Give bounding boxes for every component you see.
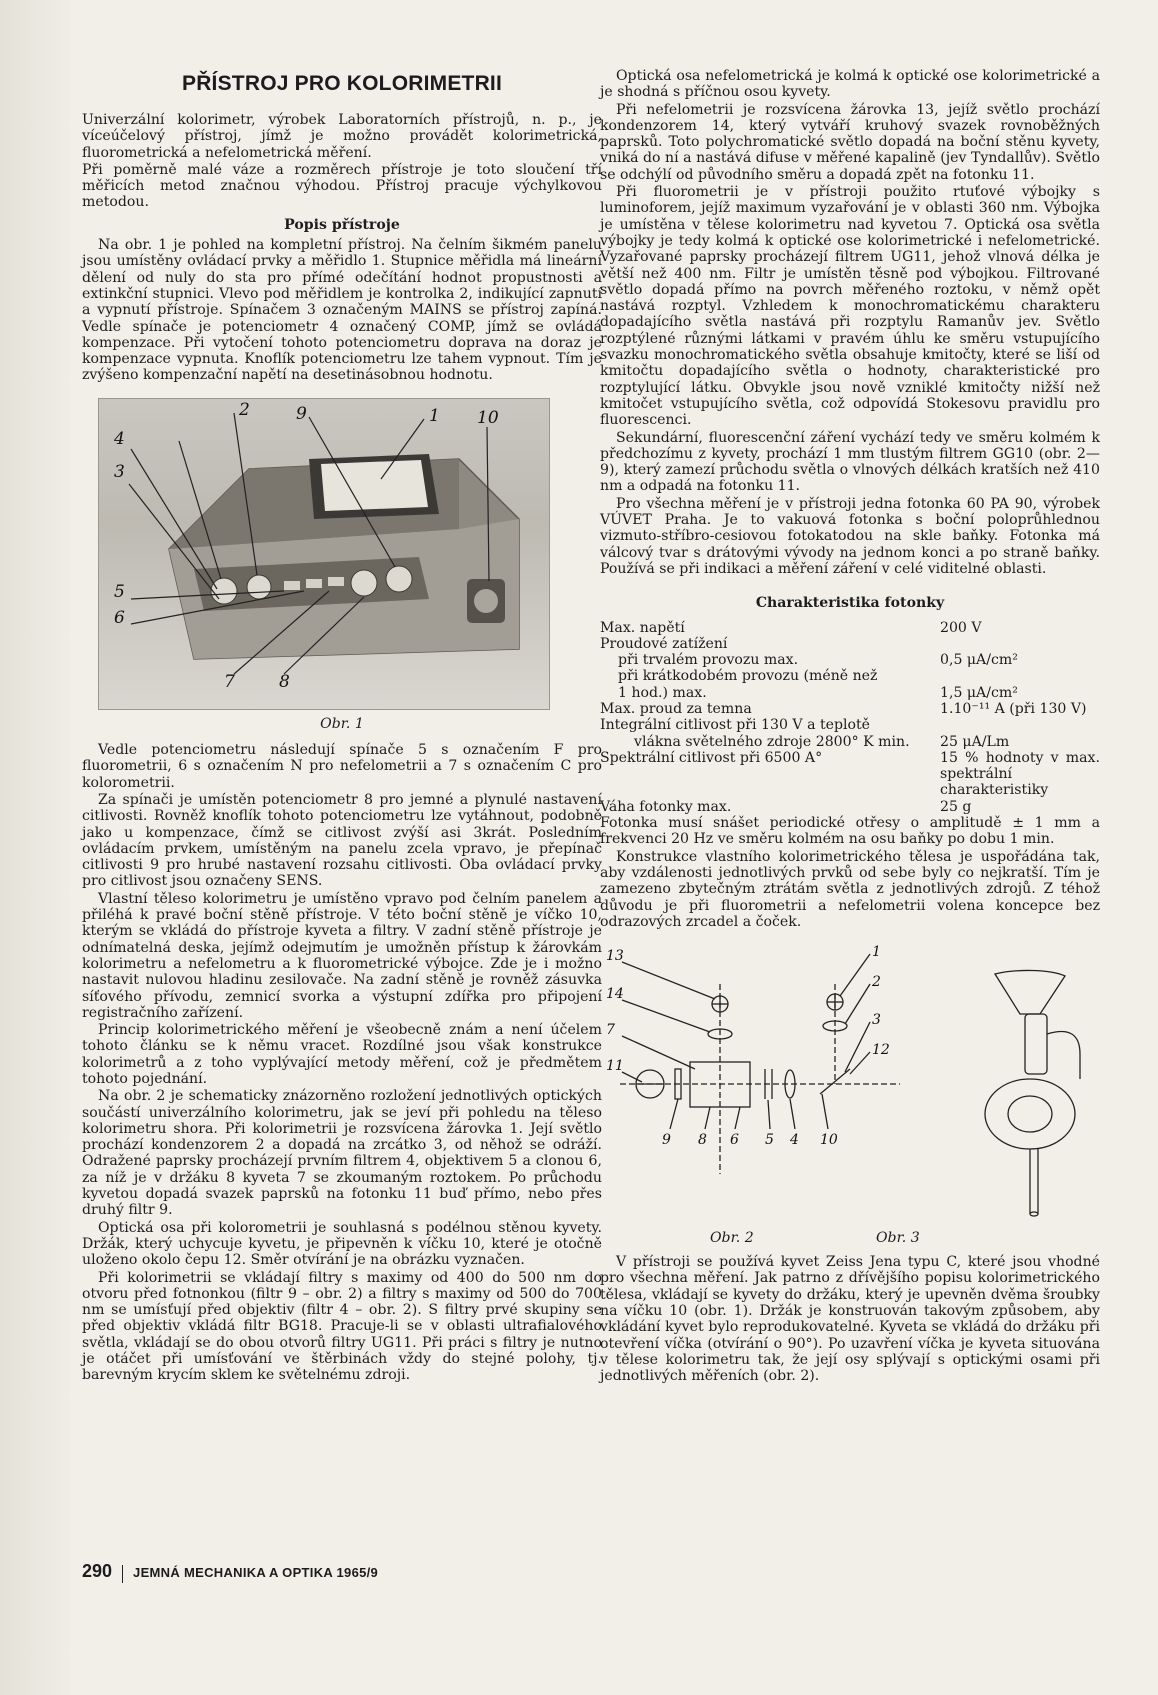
body-paragraph: Optická osa při kolorometrii je souhlasná s podélnou stěnou kyvety. Držák, který uchycuje kyvetu, je připevněn k víčku 10, které je otočně uloženo okolo čepu 12. Směr otvírání je na obrázku vyznačen. (82, 1219, 602, 1269)
intro-paragraph: Při poměrně malé váze a rozměrech přístroje je toto sloučení tří měřicích metod značnou výhodou. Přístroj pracuje výchylkovou metodou. (82, 161, 602, 211)
fig1-label: 10 (477, 407, 499, 428)
photocell-spec-table (600, 620, 1100, 816)
body-paragraph: Optická osa nefelometrická je kolmá k optické ose kolorimetrické a je shodná s příčnou osou kyvety. (600, 68, 1100, 101)
body-paragraph: V přístroji se používá kyvet Zeiss Jena typu C, které jsou vhodné pro všechna měření. Jak patrno z dřívějšího popisu kolorimetrického tělesa, vkládají se kyvety do držáku, který je upevněn dvěma šroubky na víčku 10 (obr. 1). Držák je konstruován takovým způsobem, aby vkládání kyvet bylo reprodukovatelné. Kyveta se vkládá do držáku při otevření víčka (otvírání o 90°). Po uzavření víčka je kyveta situována v tělese kolorimetru tak, že její osy splývají s optickými osami při jednotlivých měřeních (obr. 2). (600, 1254, 1100, 1385)
spec-row (600, 685, 1100, 701)
page-edge-shadow (0, 0, 70, 1695)
spec-value (940, 668, 1100, 684)
spec-row (600, 668, 1100, 684)
body-paragraph: Sekundární, fluorescenční záření vychází tedy ve směru kolmém k předchozímu z kyvety, prochází 1 mm tlustým filtrem GG10 (obr. 2—9), který zamezí průchodu světla o vlnových délkách kratších než 410 nm a odpadá na fotonku 11. (600, 429, 1100, 495)
figures-2-3 (600, 944, 1100, 1254)
page-number: 290 (82, 1561, 113, 1581)
body-paragraph: Konstrukce vlastního kolorimetrického tělesa je uspořádána tak, aby vzdálenosti jednotlivých prvků od sebe byly co nejkratší. Tím je zamezeno zbytečným ztrátám světla z jednotlivých zdrojů. Z téhož důvodu je při fluorometrii a nefelometrii volena koncepce bez odrazových zrcadel a čoček. (600, 848, 1100, 930)
page-footer (82, 1561, 378, 1583)
spec-row (600, 701, 1100, 717)
spec-label: Váha fotonky max. (600, 798, 732, 815)
spec-row (600, 717, 1100, 733)
body-paragraph: Vlastní těleso kolorimetru je umístěno vpravo pod čelním panelem a přiléhá k pravé boční stěně přístroje. V této boční stěně je víčko 10, kterým se vkládá do přístroje kyveta a filtry. V zadní stěně přístroje je odnímatelná deska, jejímž odejmutím je umožněn přístup k žárovkám kolorimetru a nefelometru a k fluorometrické výbojce. Zde je i možno nastavit nulovou hladinu zesilovače. Na zadní stěně je rovněž zásuvka síťového přívodu, zemnicí svorka a výstupní zdířka pro připojení registračního zařízení. (82, 890, 602, 1021)
figure-1-caption: Obr. 1 (320, 715, 364, 732)
fig2-label: 10 (820, 1132, 838, 1149)
journal-name: JEMNÁ MECHANIKA A OPTIKA 1965/9 (133, 1565, 379, 1580)
spec-table-title: Charakteristika fotonky (755, 595, 945, 612)
body-paragraph: Při kolorimetrii se vkládají filtry s maximy od 400 do 500 nm do otvoru před fotnonkou (filtr 9 – obr. 2) a filtry s maximy od 500 do 700 nm se umísťují před objektiv (filtr 4 – obr. 2). S filtry prvé skupiny se před objektiv vkládá filtr BG18. Pracuje-li se v oblasti ultrafialového světla, vkládají se do obou otvorů filtry UG11. Při práci s filtry je nutno je otáčet při umísťování ve štěrbinách vždy do stejné polohy, tj. barevným krycím sklem ke světelnému zdroji. (82, 1269, 602, 1384)
optical-schematic-and-photocell-drawing (600, 944, 1100, 1229)
spec-row (600, 734, 1100, 750)
body-paragraph: Při fluorometrii je v přístroji použito rtuťové výbojky s luminoforem, jejíž maximum vyzařování je v oblasti 360 nm. Výbojka je umístěna v tělese kolorimetru nad kyvetou 7. Optická osa světla výbojky je tedy kolmá k optické ose kolorimetrické i nefelometrické. Vyzařované paprsky procházejí filtrem UG11, jehož vlnová délka je větší než 400 nm. Filtr je umístěn těsně pod výbojkou. Filtrované světlo dopadá přímo na povrch měřeného roztoku, v němž opět nastává rozptyl. Vzhledem k monochromatickému charakteru dopadajícího světla nastává při rozptylu Ramanův jev. Světlo rozptýlené různými látkami v pravém úhlu ke směru vstupujícího svazku monochromatického světla obsahuje kmitočty, které se liší od kmitočtu dopadajícího světla o hodnoty, charakteristické pro rozptylující látku. Obvykle jsou nově vzniklé kmitočty nižší než kmitočet vstupujícího světla, což odpovídá Stokesovu pravidlu pro fluorescenci. (600, 184, 1100, 429)
fig1-label: 5 (114, 581, 125, 602)
spec-value (940, 636, 1100, 652)
fig2-label: 14 (606, 986, 624, 1003)
spec-value: 1,5 μA/cm² (940, 684, 1018, 701)
spec-value: 0,5 μA/cm² (940, 652, 1018, 669)
fig2-label: 9 (662, 1132, 671, 1149)
spec-label: Max. napětí (600, 619, 685, 636)
figure-2-caption: Obr. 2 (710, 1230, 754, 1247)
spec-value: 25 μA/Lm (940, 733, 1010, 750)
spec-row (600, 799, 1100, 815)
fig2-label: 1 (872, 944, 881, 961)
spec-label: vlákna světelného zdroje 2800° K min. (634, 733, 910, 750)
fig2-label: 5 (765, 1132, 774, 1149)
fig2-label: 11 (606, 1058, 624, 1075)
body-paragraph: Na obr. 1 je pohled na kompletní přístroj. Na čelním šikmém panelu jsou umístěny ovládací prvky a měřidlo 1. Stupnice měřidla má lineární dělení od nuly do sta pro přímé odečítání hodnot propustnosti a extinkční stupnici. Vlevo pod měřidlem je kontrolka 2, indikující zapnutí a vypnutí přístroje. Spínačem 3 označeným MAINS se přístroj zapíná. Vedle spínače je potenciometr 4 označený COMP, jímž se ovládá kompenzace. Při vytočení tohoto potenciometru doprava na doraz je kompenzace vypnuta. Knoflík potenciometru lze tahem vypnout. Tím je zvýšeno kompenzační napětí na desetinásobnou hodnotu. (82, 237, 602, 384)
colorimeter-photo-illustration (99, 399, 549, 709)
body-paragraph: Princip kolorimetrického měření je všeobecně znám a není účelem tohoto článku se k němu vracet. Rozdílné jsou však konstrukce kolorimetrů a z toho vyplývající metody měření, což je předmětem tohoto pojednání. (82, 1022, 602, 1087)
fig1-label: 7 (224, 671, 235, 692)
footer-divider (122, 1565, 123, 1583)
intro-paragraph: Univerzální kolorimetr, výrobek Laboratorních přístrojů, n. p., je víceúčelový přístroj, jímž je možno provádět kolorimetrická, fluorometrická a nefelometrická měření. (82, 112, 602, 161)
spec-row (600, 620, 1100, 636)
spec-label: při krátkodobém provozu (méně než (618, 668, 878, 685)
spec-value: 1.10⁻¹¹ A (při 130 V) (940, 700, 1087, 717)
spec-label: Proudové zatížení (600, 635, 728, 652)
spec-value: 25 g (940, 798, 972, 815)
fig2-label: 4 (790, 1132, 799, 1149)
fig2-label: 8 (698, 1132, 707, 1149)
body-paragraph: Při nefelometrii je rozsvícena žárovka 13, jejíž světlo prochází kondenzorem 14, který vytváří kruhový svazek rovnoběžných paprsků. Toto polychromatické světlo dopadá na boční stěnu kyvety, vniká do ní a nastává difuse v měřené kapalině (jev Tyndallův). Světlo se odchýlí od původního směru a dopadá zpět na fotonku 11. (600, 101, 1100, 183)
fig1-label: 6 (114, 607, 125, 628)
fig2-label: 3 (872, 1012, 881, 1029)
left-column (82, 68, 602, 1385)
body-paragraph: Fotonka musí snášet periodické otřesy o amplitudě ± 1 mm a frekvenci 20 Hz ve směru kolmém na osu baňky po dobu 1 min. (600, 815, 1100, 848)
spec-label: Spektrální citlivost při 6500 A° (600, 749, 823, 766)
fig1-label: 2 (239, 399, 250, 420)
figure-3-caption: Obr. 3 (876, 1230, 920, 1247)
spec-value (940, 717, 1100, 733)
fig2-label: 13 (606, 948, 624, 965)
right-column (600, 68, 1100, 1386)
spec-row (600, 750, 1100, 799)
spec-label: 1 hod.) max. (618, 684, 707, 701)
spec-label: Integrální citlivost při 130 V a teplotě (600, 717, 870, 734)
body-paragraph: Na obr. 2 je schematicky znázorněno rozložení jednotlivých optických součástí univerzálního kolorimetru, jak se jeví při pohledu na těleso kolorimetru shora. Při kolorimetrii je rozsvícena žárovka 1. Její světlo prochází kondenzorem 2 a dopadá na zrcátko 3, od něhož se odráží. Odražené paprsky procházejí prvním filtrem 4, objektivem 5 a clonou 6, za níž je v držáku 8 kyveta 7 se zkoumaným roztokem. Po průchodu kyvetou dopadá svazek paprsků na fotonku 11 buď přímo, nebo přes druhý filtr 9. (82, 1088, 602, 1219)
fig1-label: 9 (296, 403, 307, 424)
body-paragraph: Vedle potenciometru následují spínače 5 s označením F pro fluorometrii, 6 s označením N pro nefelometrii a 7 s označením C pro kolorometrii. (82, 742, 602, 791)
body-paragraph: Pro všechna měření je v přístroji jedna fotonka 60 PA 90, výrobek VÚVET Praha. Je to vakuová fotonka s boční poloprůhlednou vizmuto-stříbro-cesiovou fotokatodou na skle baňky. Fotonka má válcový tvar s drátovými vývody na jednom konci a po straně baňky. Používá se při indikaci a měření záření v celé viditelné oblasti. (600, 495, 1100, 577)
spec-value: 15 % hodnoty v max. spektrální charakteristiky (940, 749, 1100, 799)
fig2-label: 12 (872, 1042, 890, 1059)
spec-row (600, 652, 1100, 668)
fig1-label: 4 (114, 428, 125, 449)
fig2-label: 2 (872, 974, 881, 991)
figure-1-photo (98, 398, 550, 710)
section-heading: Popis přístroje (284, 216, 400, 233)
article-title: PŘÍSTROJ PRO KOLORIMETRII (181, 72, 503, 95)
fig1-label: 3 (114, 461, 125, 482)
fig2-label: 7 (606, 1022, 615, 1039)
spec-value: 200 V (940, 619, 982, 636)
fig1-label: 8 (279, 671, 290, 692)
fig2-label: 6 (730, 1132, 739, 1149)
spec-label: při trvalém provozu max. (618, 652, 799, 669)
spec-row (600, 636, 1100, 652)
body-paragraph: Za spínači je umístěn potenciometr 8 pro jemné a plynulé nastavení citlivosti. Rovněž knoflík tohoto potenciometru lze vytáhnout, podobně jako u kompenzace, čímž se citlivost zvýší asi 3krát. Posledním ovládacím prvkem, umístěným na panelu zcela vpravo, je přepínač citlivosti 9 pro hrubé nastavení rozsahu citlivosti. Oba ovládací prvky pro citlivost jsou označeny SENS. (82, 791, 602, 890)
fig1-label: 1 (429, 405, 440, 426)
spec-label: Max. proud za temna (600, 700, 752, 717)
